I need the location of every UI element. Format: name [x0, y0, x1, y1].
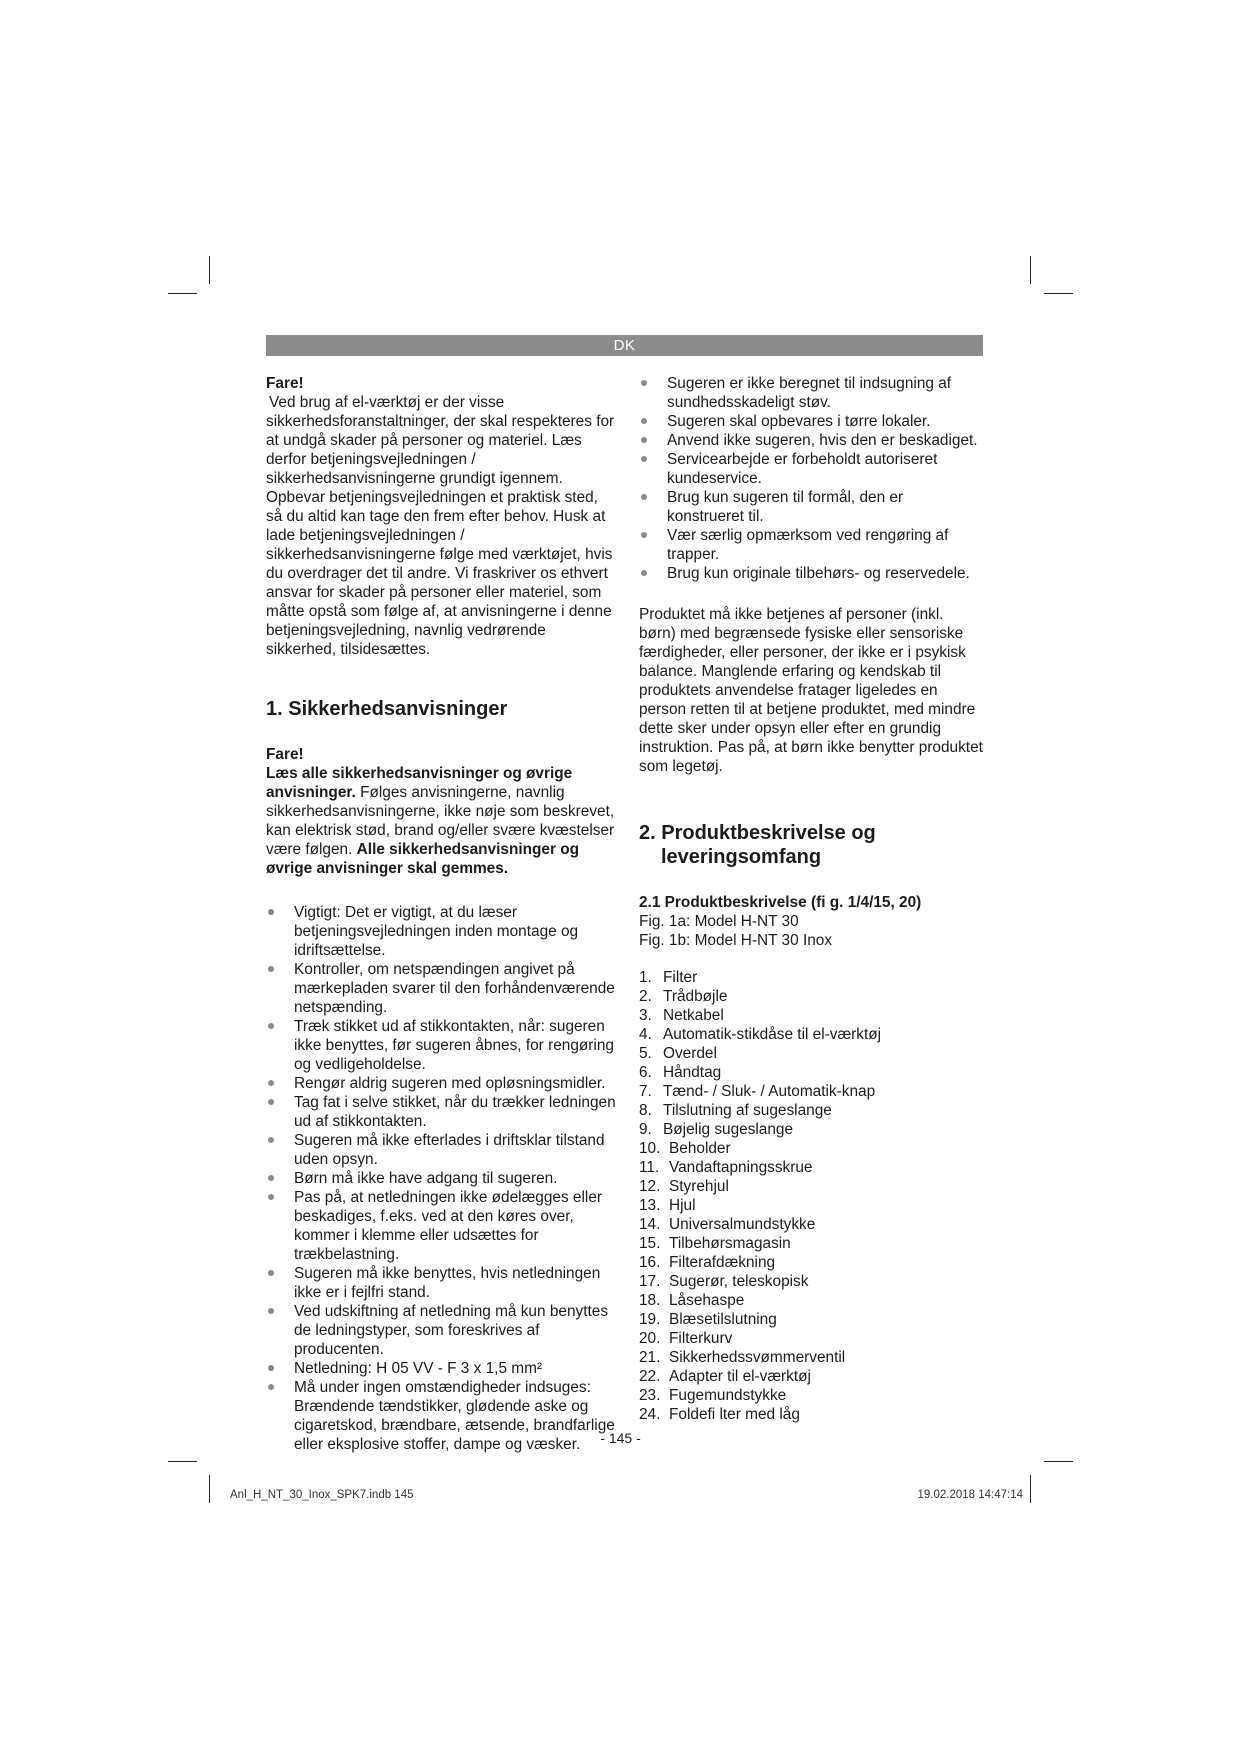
- list-item: [639, 1291, 984, 1310]
- part-number: 17.: [639, 1273, 661, 1290]
- part-number: 7.: [639, 1083, 652, 1100]
- part-number: 1.: [639, 969, 652, 986]
- part-name: Filter: [663, 969, 698, 986]
- list-item: [639, 1405, 984, 1424]
- part-name: Sugerør, teleskopisk: [669, 1273, 809, 1290]
- list-item: [639, 1025, 984, 1044]
- part-name: Netkabel: [663, 1007, 724, 1024]
- part-name: Tilslutning af sugeslange: [663, 1102, 832, 1119]
- part-name: Håndtag: [663, 1064, 722, 1081]
- part-number: 11.: [639, 1159, 660, 1176]
- section-1-heading: 1. Sikkerhedsanvisninger: [266, 698, 508, 720]
- part-number: 6.: [639, 1064, 652, 1081]
- safety-bullet-list-left: [266, 903, 618, 1454]
- list-item: [639, 1139, 984, 1158]
- list-item: [639, 1006, 984, 1025]
- list-item: Sugeren må ikke efterlades i driftsklar tilstand uden opsyn.: [266, 1131, 618, 1169]
- part-number: 19.: [639, 1311, 661, 1328]
- danger-text: Følges anvisningerne, navnlig sikkerhedsanvisningerne, ikke nøje som beskrevet, kan elektrisk stød, brand og/eller svære kvæstelser være følgen.: [266, 784, 615, 858]
- list-item: [639, 1329, 984, 1348]
- danger-bold-outro: Alle sikkerhedsanvisninger og øvrige anvisninger skal gemmes.: [266, 841, 580, 877]
- list-item: [639, 968, 984, 987]
- list-item: [639, 1272, 984, 1291]
- list-item: Sugeren skal opbevares i tørre lokaler.: [639, 412, 984, 431]
- danger-bold-intro: Læs alle sikkerhedsanvisninger og øvrige anvisninger.: [266, 765, 573, 801]
- page-number: - 145 -: [600, 1430, 641, 1446]
- part-name: Fugemundstykke: [669, 1387, 787, 1404]
- part-name: Automatik-stikdåse til el-værktøj: [663, 1026, 882, 1043]
- list-item: Vigtigt: Det er vigtigt, at du læser betjeningsvejledningen inden montage og idriftsættelse.: [266, 903, 618, 960]
- list-item: [639, 1348, 984, 1367]
- list-item: [639, 1063, 984, 1082]
- list-item: Servicearbejde er forbeholdt autoriseret kundeservice.: [639, 450, 984, 488]
- list-item: [639, 987, 984, 1006]
- part-number: 4.: [639, 1026, 652, 1043]
- list-item: Kontroller, om netspændingen angivet på mærkepladen svarer til den forhåndenværende netspænding.: [266, 960, 618, 1017]
- part-number: 15.: [639, 1235, 661, 1252]
- list-item: Børn må ikke have adgang til sugeren.: [266, 1169, 618, 1188]
- part-name: Filterafdækning: [669, 1254, 776, 1271]
- list-item: Brug kun originale tilbehørs- og reservedele.: [639, 564, 984, 583]
- part-number: 9.: [639, 1121, 652, 1138]
- language-label: DK: [613, 337, 636, 354]
- danger-title: Fare!: [266, 746, 304, 763]
- part-name: Tænd- / Sluk- / Automatik-knap: [663, 1083, 876, 1100]
- list-item: Sugeren er ikke beregnet til indsugning af sundhedsskadeligt støv.: [639, 374, 984, 412]
- list-item: Vær særlig opmærksom ved rengøring af trapper.: [639, 526, 984, 564]
- part-name: Adapter til el-værktøj: [669, 1368, 811, 1385]
- part-number: 12.: [639, 1178, 661, 1195]
- list-item: [639, 1082, 984, 1101]
- list-item: Rengør aldrig sugeren med opløsningsmidler.: [266, 1074, 618, 1093]
- part-number: 20.: [639, 1330, 661, 1347]
- part-number: 2.: [639, 988, 652, 1005]
- footer-filename: Anl_H_NT_30_Inox_SPK7.indb 145: [230, 1489, 414, 1501]
- list-item: Træk stikket ud af stikkontakten, når: sugeren ikke benyttes, før sugeren åbnes, for rengøring og vedligeholdelse.: [266, 1017, 618, 1074]
- right-column: [639, 374, 984, 1424]
- list-item: [639, 1120, 984, 1139]
- list-item: [639, 1101, 984, 1120]
- section-2-heading: [639, 821, 984, 869]
- crop-mark-bottom-left-horizontal: [168, 1461, 197, 1462]
- part-number: 24.: [639, 1406, 661, 1423]
- part-name: Sikkerhedssvømmerventil: [669, 1349, 846, 1366]
- list-item: [639, 1177, 984, 1196]
- part-name: Filterkurv: [669, 1330, 733, 1347]
- figure-1b-caption: Fig. 1b: Model H-NT 30 Inox: [639, 932, 833, 949]
- part-number: 23.: [639, 1387, 661, 1404]
- subsection-2-1-heading: 2.1 Produktbeskrivelse (fi g. 1/4/15, 20): [639, 894, 922, 911]
- list-item: [639, 1196, 984, 1215]
- part-number: 8.: [639, 1102, 652, 1119]
- list-item: Brug kun sugeren til formål, den er konstrueret til.: [639, 488, 984, 526]
- list-item: [639, 1234, 984, 1253]
- part-name: Blæsetilslutning: [669, 1311, 777, 1328]
- list-item: Sugeren må ikke benyttes, hvis netledningen ikke er i fejlfri stand.: [266, 1264, 618, 1302]
- part-number: 14.: [639, 1216, 661, 1233]
- part-number: 10.: [639, 1140, 661, 1157]
- part-number: 13.: [639, 1197, 661, 1214]
- list-item: Må under ingen omstændigheder indsuges: Brændende tændstikker, glødende aske og cigaretskod, brændbare, ætsende, brandfarlige eller eksplosive stoffer, dampe og væsker.: [266, 1378, 618, 1454]
- list-item: Netledning: H 05 VV - F 3 x 1,5 mm²: [266, 1359, 618, 1378]
- part-name: Universalmundstykke: [669, 1216, 816, 1233]
- part-name: Styrehjul: [669, 1178, 729, 1195]
- part-name: Vandaftapningsskrue: [669, 1159, 813, 1176]
- crop-mark-top-left-horizontal: [168, 293, 197, 294]
- crop-mark-top-left-vertical: [209, 256, 210, 284]
- language-header-bar: [266, 335, 983, 356]
- part-name: Låsehaspe: [669, 1292, 745, 1309]
- list-item: [639, 1215, 984, 1234]
- list-item: [639, 1367, 984, 1386]
- list-item: [639, 1158, 984, 1177]
- part-number: 5.: [639, 1045, 652, 1062]
- crop-mark-bottom-left-vertical: [209, 1475, 210, 1503]
- list-item: Ved udskiftning af netledning må kun benyttes de ledningstyper, som foreskrives af producenten.: [266, 1302, 618, 1359]
- part-number: 22.: [639, 1368, 661, 1385]
- list-item: Tag fat i selve stikket, når du trækker ledningen ud af stikkontakten.: [266, 1093, 618, 1131]
- list-item: [639, 1386, 984, 1405]
- intro-paragraph: Ved brug af el-værktøj er der visse sikkerhedsforanstaltninger, der skal respekteres for at undgå skader på personer og materiel. Læs derfor betjeningsvejledningen / sikkerhedsanvisningerne grundigt igennem. Opbevar betjeningsvejledningen et praktisk sted, så du altid kan tage den frem efter behov. Husk at lade betjeningsvejledningen / sikkerhedsanvisningerne følge med værktøjet, hvis du overdrager det til andre. Vi fraskriver os ethvert ansvar for skader på personer eller materiel, som måtte opstå som følge af, at anvisningerne i denne betjeningsvejledning, navnlig vedrørende sikkerhed, tilsidesættes.: [266, 394, 615, 658]
- intro-danger-title: Fare!: [266, 375, 304, 392]
- left-column: [266, 374, 618, 1454]
- figure-1a-caption: Fig. 1a: Model H-NT 30: [639, 913, 799, 930]
- part-name: Hjul: [669, 1197, 696, 1214]
- crop-mark-bottom-right-horizontal: [1044, 1461, 1073, 1462]
- part-name: Bøjelig sugeslange: [663, 1121, 794, 1138]
- part-number: 18.: [639, 1292, 661, 1309]
- part-name: Foldefi lter med låg: [669, 1406, 800, 1423]
- list-item: Pas på, at netledningen ikke ødelægges eller beskadiges, f.eks. ved at den køres over, kommer i klemme eller udsættes for trækbelastning.: [266, 1188, 618, 1264]
- list-item: [639, 1310, 984, 1329]
- safety-bullet-list-right: [639, 374, 984, 583]
- list-item: Anvend ikke sugeren, hvis den er beskadiget.: [639, 431, 984, 450]
- part-name: Trådbøjle: [663, 988, 728, 1005]
- crop-mark-top-right-horizontal: [1044, 293, 1073, 294]
- footer-timestamp: 19.02.2018 14:47:14: [917, 1489, 1023, 1501]
- part-number: 16.: [639, 1254, 661, 1271]
- user-restriction-paragraph: Produktet må ikke betjenes af personer (inkl. børn) med begrænsede fysiske eller sensoriske færdigheder, eller personer, der ikke er i psykisk balance. Manglende erfaring og kendskab til produktets anvendelse fratager ligeledes en person retten til at betjene produktet, med mindre dette sker under opsyn eller efter en grundig instruktion. Pas på, at børn ikke benytter produktet som legetøj.: [639, 606, 983, 775]
- list-item: [639, 1044, 984, 1063]
- parts-list: [639, 968, 984, 1424]
- part-name: Tilbehørsmagasin: [669, 1235, 791, 1252]
- danger-paragraph: [266, 764, 618, 878]
- part-name: Overdel: [663, 1045, 717, 1062]
- part-number: 3.: [639, 1007, 652, 1024]
- part-name: Beholder: [669, 1140, 731, 1157]
- crop-mark-top-right-vertical: [1030, 256, 1031, 284]
- section-2-heading-line1: 2. Produktbeskrivelse og: [639, 822, 876, 844]
- part-number: 21.: [639, 1349, 661, 1366]
- section-2-heading-line2: leveringsomfang: [661, 846, 822, 868]
- list-item: [639, 1253, 984, 1272]
- crop-mark-bottom-right-vertical: [1030, 1475, 1031, 1503]
